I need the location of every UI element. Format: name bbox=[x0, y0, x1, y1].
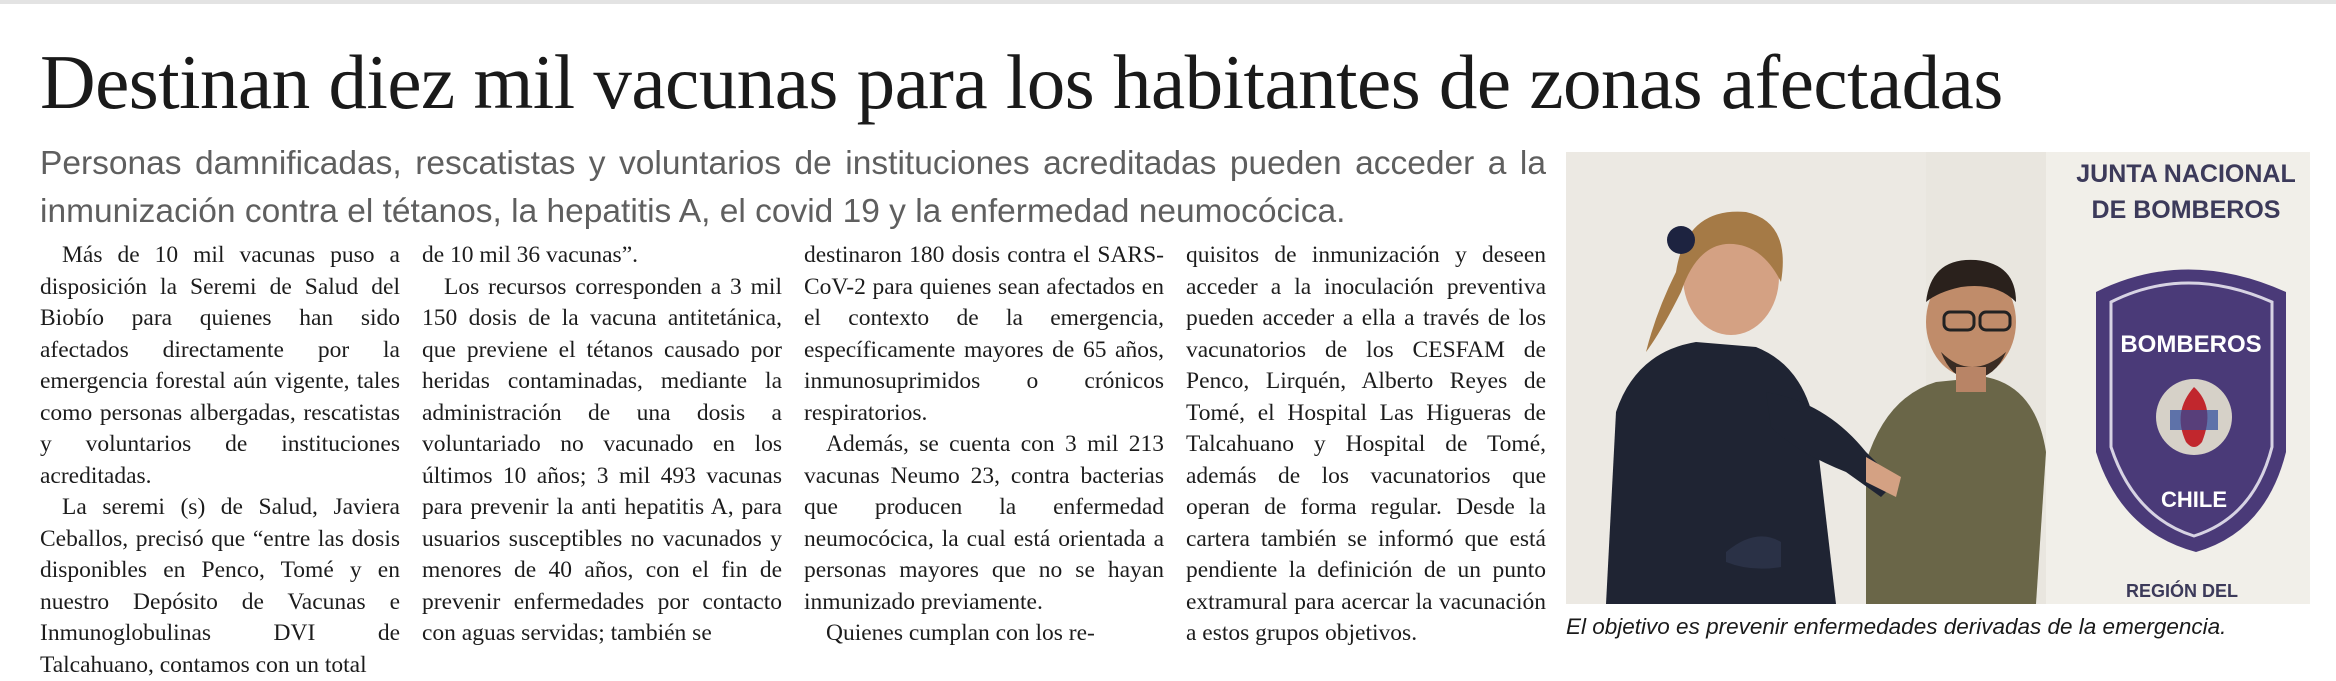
article-column-4 bbox=[1186, 240, 1546, 660]
body-paragraph: quisitos de inmunización y deseen acceder a la inoculación preventiva pueden acceder a ella a través de los vacunatorios de los CESFAM de Penco, Lirquén, Alberto Reyes de Tomé, el Hospital Las Higueras de Talcahuano y Hospital de Tomé, además de los vacunatorios que operan de forma regular. Desde la cartera también se informó que está pendiente la definición de un punto extramural para acercar la vacunación a estos grupos objetivos. bbox=[1186, 242, 1546, 646]
banner-partial-text: REGIÓN DEL bbox=[2126, 581, 2239, 601]
article-column-2 bbox=[422, 240, 782, 660]
sign-text-line1: JUNTA NACIONAL bbox=[2076, 160, 2296, 188]
article-column-3 bbox=[804, 240, 1164, 660]
photo-caption: El objetivo es prevenir enfermedades derivadas de la emergencia. bbox=[1566, 614, 2227, 639]
headline: Destinan diez mil vacunas para los habitantes de zonas afectadas bbox=[40, 39, 2003, 125]
hair-tie bbox=[1667, 226, 1695, 254]
body-paragraph: de 10 mil 36 vacunas”. bbox=[422, 242, 639, 268]
vaccination-scene-illustration bbox=[1566, 152, 2310, 604]
top-rule bbox=[0, 0, 2336, 4]
body-paragraph: La seremi (s) de Salud, Javiera Ceballos, precisó que “entre las dosis disponibles en Penco, Tomé y en nuestro Depósito de Vacunas e Inmunoglobulinas DVI de Talcahuano, contamos con un total bbox=[40, 494, 400, 678]
body-paragraph: Los recursos corresponden a 3 mil 150 dosis de la vacuna antitetánica, que previene el tétanos causado por heridas contaminadas, mediante la administración de una dosis a voluntariado no vacunado en los últimos 10 años; 3 mil 493 vacunas para prevenir la anti hepatitis A, para usuarios susceptibles no vacunados y menores de 40 años, con el fin de prevenir enfermedades por contacto con aguas servidas; también se bbox=[422, 273, 782, 646]
lead-paragraph: Personas damnificadas, rescatistas y voluntarios de instituciones acreditadas pueden acceder a la inmunización contra el tétanos, la hepatitis A, el covid 19 y la enfermedad neumocócica. bbox=[40, 145, 1546, 230]
sign-text-line2: DE BOMBEROS bbox=[2091, 196, 2281, 224]
body-paragraph: destinaron 180 dosis contra el SARS-CoV-2 para quienes sean afectados en el contexto de la emergencia, específicamente mayores de 65 años, inmunosuprimidos o crónicos respiratorios. bbox=[804, 242, 1164, 426]
body-paragraph: Quienes cumplan con los re- bbox=[826, 620, 1095, 646]
article-photo bbox=[1566, 152, 2310, 604]
badge-top-text: BOMBEROS bbox=[2120, 331, 2262, 358]
article-column-1 bbox=[40, 240, 400, 678]
body-paragraph: Además, se cuenta con 3 mil 213 vacunas Neumo 23, contra bacterias que producen la enfermedad neumocócica, la cual está orientada a personas mayores que no se hayan inmunizado previamente. bbox=[804, 431, 1164, 615]
body-paragraph: Más de 10 mil vacunas puso a disposición la Seremi de Salud del Biobío para quienes han sido afectados directamente por la emergencia forestal aún vigente, tales como personas albergadas, rescatistas y voluntarios de instituciones acreditadas. bbox=[40, 242, 400, 489]
badge-bottom-text: CHILE bbox=[2161, 487, 2227, 512]
